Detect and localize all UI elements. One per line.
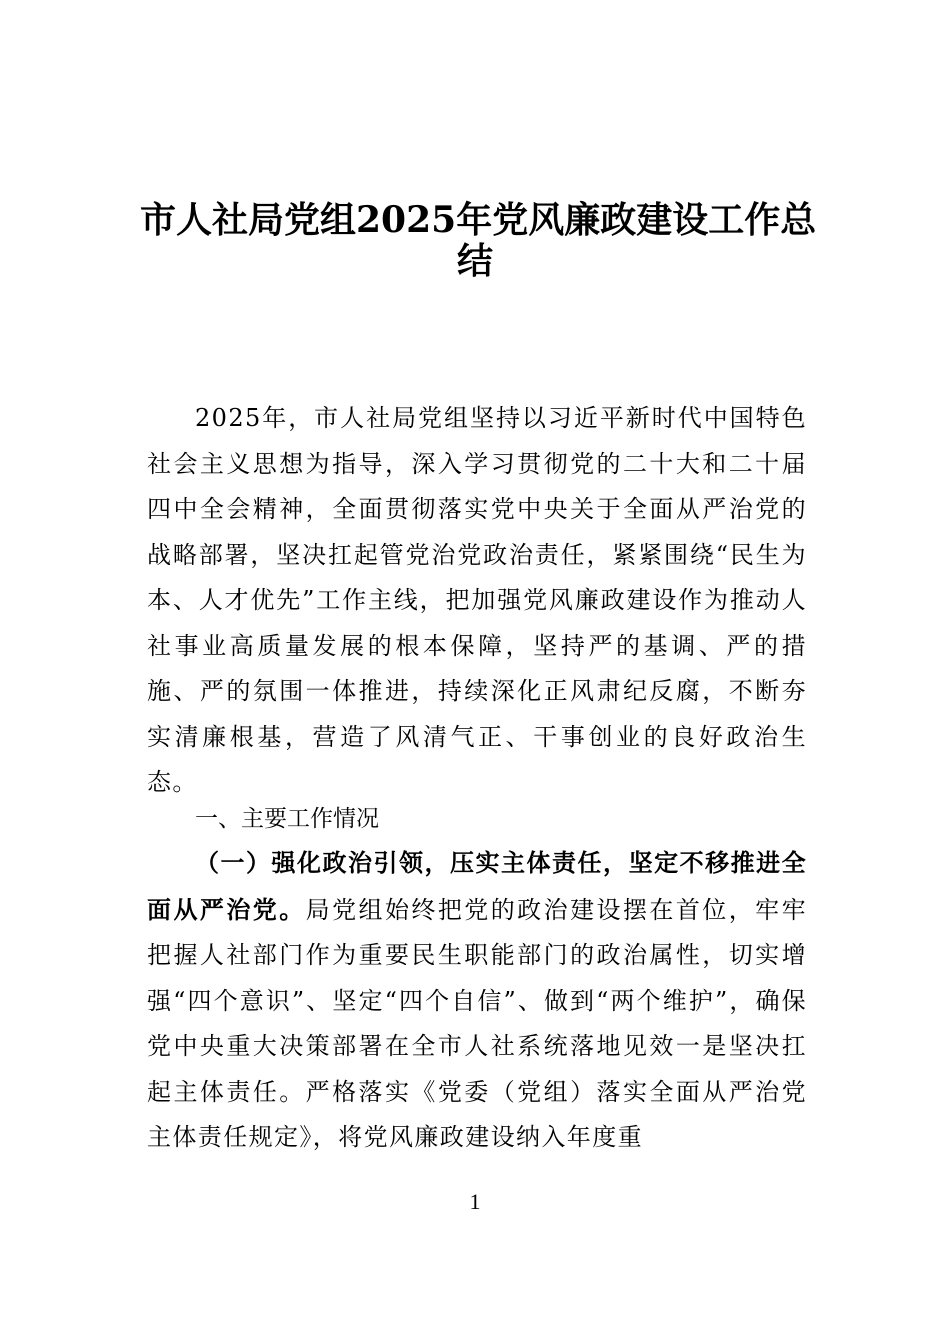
section-heading: 一、主要工作情况 xyxy=(195,806,379,832)
subsection-body: 局党组始终把党的政治建设摆在首位，牢牢把握人社部门作为重要民生职能部门的政治属性，切实增强“四个意识”、坚定“四个自信”、做到“两个维护”，确保党中央重大决策部署在全市人社系统落地见效一是坚决扛起主体责任。严格落实《党委（党组）落实全面从严治党主体责任规定》，将党风廉政建设纳入年度重 xyxy=(147,895,807,1151)
document-title-line-1: 市人社局党组2025年党风廉政建设工作总 xyxy=(140,199,817,241)
intro-paragraph: 2025年，市人社局党组坚持以习近平新时代中国特色社会主义思想为指导，深入学习贯彻党的二十大和二十届四中全会精神，全面贯彻落实党中央关于全面从严治党的战略部署，坚决扛起管党治党政治责任，紧紧围绕“民生为本、人才优先”工作主线，把加强党风廉政建设作为推动人社事业高质量发展的根本保障，坚持严的基调、严的措施、严的氛围一体推进，持续深化正风肃纪反腐，不断夯实清廉根基，营造了风清气正、干事创业的良好政治生态。 xyxy=(147,404,807,796)
subsection-paragraph xyxy=(147,840,807,1161)
page-number: 1 xyxy=(469,1189,481,1214)
document-title-line-2: 结 xyxy=(456,240,493,282)
subsection-lead: （一）强化政治引领，压实主体责任，坚定不移推进全面从严治党。 xyxy=(147,848,807,924)
